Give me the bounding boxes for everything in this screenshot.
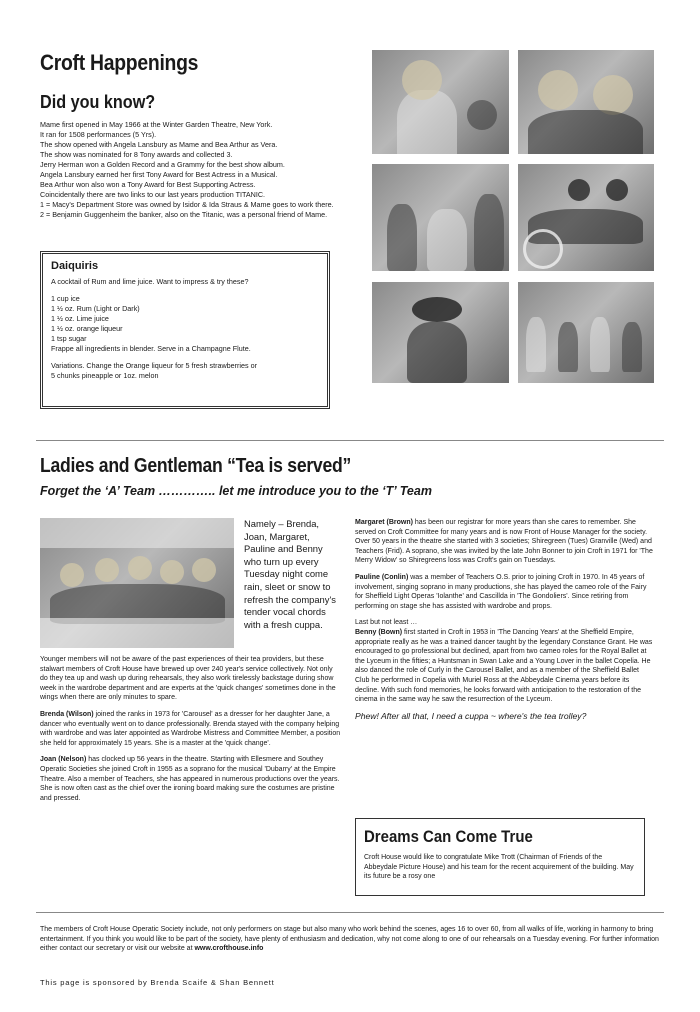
tea-left-column — [40, 655, 342, 803]
recipe-intro: A cocktail of Rum and lime juice. Want to impress & try these? — [51, 277, 249, 286]
fact-line: Jerry Herman won a Golden Record and a Grammy for the best show album. — [40, 160, 285, 169]
ingredient: 1 ½ oz. Lime juice — [51, 314, 109, 323]
recipe-box — [40, 251, 330, 409]
did-you-know-heading: Did you know? — [40, 92, 156, 112]
fact-line: 2 = Benjamin Guggenheim the banker, also on the Titanic, was a personal friend of Mame. — [40, 210, 328, 219]
fact-line: The show was nominated for 8 Tony awards and collected 3. — [40, 150, 233, 159]
recipe-method: Frappe all ingredients in blender. Serve in a Champagne Flute. — [51, 344, 251, 353]
dreams-text: Croft House would like to congratulate Mike Trott (Chairman of Friends of the Abbeydale Picture House) and his team for the recent acquirement of the building. May its future be a rosy one — [364, 854, 634, 881]
recipe-variations: 5 chunks pineapple or 1oz. melon — [51, 371, 159, 380]
tea-subheading: Forget the ‘A’ Team ………….. let me introduce you to the ‘T’ Team — [40, 484, 432, 498]
fact-line: The show opened with Angela Lansbury as Mame and Bea Arthur as Vera. — [40, 140, 278, 149]
tea-heading: Ladies and Gentleman “Tea is served” — [40, 455, 352, 477]
brenda-paragraph: Brenda (Wilson) joined the ranks in 1973 for 'Carousel' as a dresser for her daughter Jane, a dancer who eventually went on to dance professionally. Brenda stayed with the company helping with wardrobe and was later appointed as Wardrobe Mistress and Committee Member, a position she held for approximately 15 years. She is a master at the 'quick change'. — [40, 710, 341, 747]
pauline-paragraph: Pauline (Conlin) was a member of Teachers O.S. prior to joining Croft in 1970. In 45 years of involvement, singing soprano in many productions, she has played the cameo role of the Fairy for Sheffield Light Operas 'Iolanthe' and Cascillda in 'The Gondoliers'. Since retiring from performing on stage she has assisted with wardrobe and props. — [355, 573, 647, 610]
closing-line: Phew! After all that, I need a cuppa ~ where's the tea trolley? — [355, 710, 587, 721]
benny-name: Benny (Bown) — [355, 628, 403, 636]
recipe-title: Daiquiris — [51, 260, 99, 272]
photo-horse-carriage — [518, 164, 654, 271]
fact-line: Coincidentally there are two links to our last years production TITANIC. — [40, 190, 266, 199]
brenda-name: Brenda (Wilson) — [40, 710, 94, 718]
photo-two-women — [518, 50, 654, 154]
younger-paragraph: Younger members will not be aware of the past experiences of their tea providers, but these stalwart members of Croft House have brewed up over 240 year's service collectively. Not only do they tea up and wash up during rehearsals, they also work tirelessly backstage during show week in the wardrobe department and are experts at the 'quick changes' sometimes done in the wings when there are only minutes to spare. — [40, 656, 336, 702]
ingredient: 1 tsp sugar — [51, 334, 87, 343]
footer-divider — [36, 912, 664, 913]
section-divider — [36, 440, 664, 441]
recipe-variations: Variations. Change the Orange liqueur for 5 fresh strawberries or — [51, 361, 258, 370]
photo-dancing-group — [372, 164, 509, 271]
sponsor-line: This page is sponsored by Brenda Scaife & Shan Bennett — [40, 978, 275, 987]
joan-paragraph: Joan (Nelson) has clocked up 56 years in the theatre. Starting with Ellesmere and Southey Operatic Societies she joined Croft in 1955 as a soprano for the musical 'Dubarry' at the Empire Theatre. Also a member of Teachers, she has appeared in numerous productions over the years. She is now often cast as the chief over the ironing board making sure the costumes are pristine and pressed. — [40, 756, 340, 802]
fact-line: Mame first opened in May 1966 at the Winter Garden Theatre, New York. — [40, 120, 273, 129]
joan-name: Joan (Nelson) — [40, 756, 87, 764]
margaret-name: Margaret (Brown) — [355, 519, 413, 526]
tea-right-column — [355, 518, 655, 721]
footer-text: The members of Croft House Operatic Society include, not only performers on stage but also many who work behind the scenes, ages 16 to over 60, from all walks of life, working in harmony to bring entertainment. If you think you would like to be part of the society, have plenty of enthusiasm and dedication, why not come along to one of our rehearsals on a Tuesday evening. For further information either contact our secretary or visit our website at www.crofthouse.info — [40, 926, 659, 953]
fact-line: It ran for 1508 performances (5 Yrs). — [40, 130, 157, 139]
ingredient: 1 ½ oz. Rum (Light or Dark) — [51, 304, 140, 313]
fact-line: 1 = Macy's Department Store was owned by Isidor & Ida Straus & Mame goes to work there. — [40, 200, 334, 209]
photo-woman-in-hat — [372, 282, 509, 383]
photo-hall-dancers — [518, 282, 654, 383]
website-link[interactable]: www.crofthouse.info — [194, 945, 264, 953]
margaret-paragraph: Margaret (Brown) has been our registrar for more years than she cares to remember. She served on Croft Committee for many years and is now Front of House Manager for the society. Over 50 years in the theatre she started with 3 societies; Shiregreen (Tues) Granville (Wed) and Teachers (Frid). A soprano, she was invited by the late John Bonner to join Croft in 1971 for 'The Merry Widow' so Shiregreens loss was Croft's gain on Tuesdays. — [355, 519, 653, 565]
last-but-not-least: Last but not least … — [355, 619, 418, 627]
ingredient: 1 ½ oz. orange liqueur — [51, 324, 123, 333]
fact-line: Angela Lansbury earned her first Tony Award for Best Actress in a Musical. — [40, 170, 278, 179]
photo-tea-team — [40, 518, 234, 648]
ingredient: 1 cup ice — [51, 294, 80, 303]
dreams-box — [355, 818, 645, 896]
dreams-title: Dreams Can Come True — [364, 827, 533, 846]
did-you-know-list — [40, 120, 360, 220]
page-title: Croft Happenings — [40, 50, 199, 75]
tea-intro: Namely – Brenda, Joan, Margaret, Pauline and Benny who turn up every Tuesday night come rain, sleet or snow to refresh the company's tender vocal chords with a fresh cuppa. — [244, 518, 336, 630]
benny-paragraph: Benny (Bown) first started in Croft in 1953 in 'The Dancing Years' at the Sheffield Empire, appropriate really as he was a trained dancer taught by the legendary Constance Grant. He was encouraged to go professional but declined, apart from two cameo roles for the Royal Ballet at the Lyceum in the fifties; a Huntsman in Swan Lake and a Young Lover in the ballet Copelia. He also danced the role of Curly in the Carousel Ballet, and as a member of the Sheffield Ballet Club he performed in Copelia with Muriel Ross at the Abbeydale Cinema years before its decline. With such fond memories, he looks forward with anticipation to the restoration of the cinema in the same way he saw the resurrection of the Lyceum. — [355, 628, 653, 704]
pauline-name: Pauline (Conlin) — [355, 573, 409, 581]
fact-line: Bea Arthur won also won a Tony Award for Best Supporting Actress. — [40, 180, 256, 189]
photo-women-and-boy — [372, 50, 509, 154]
